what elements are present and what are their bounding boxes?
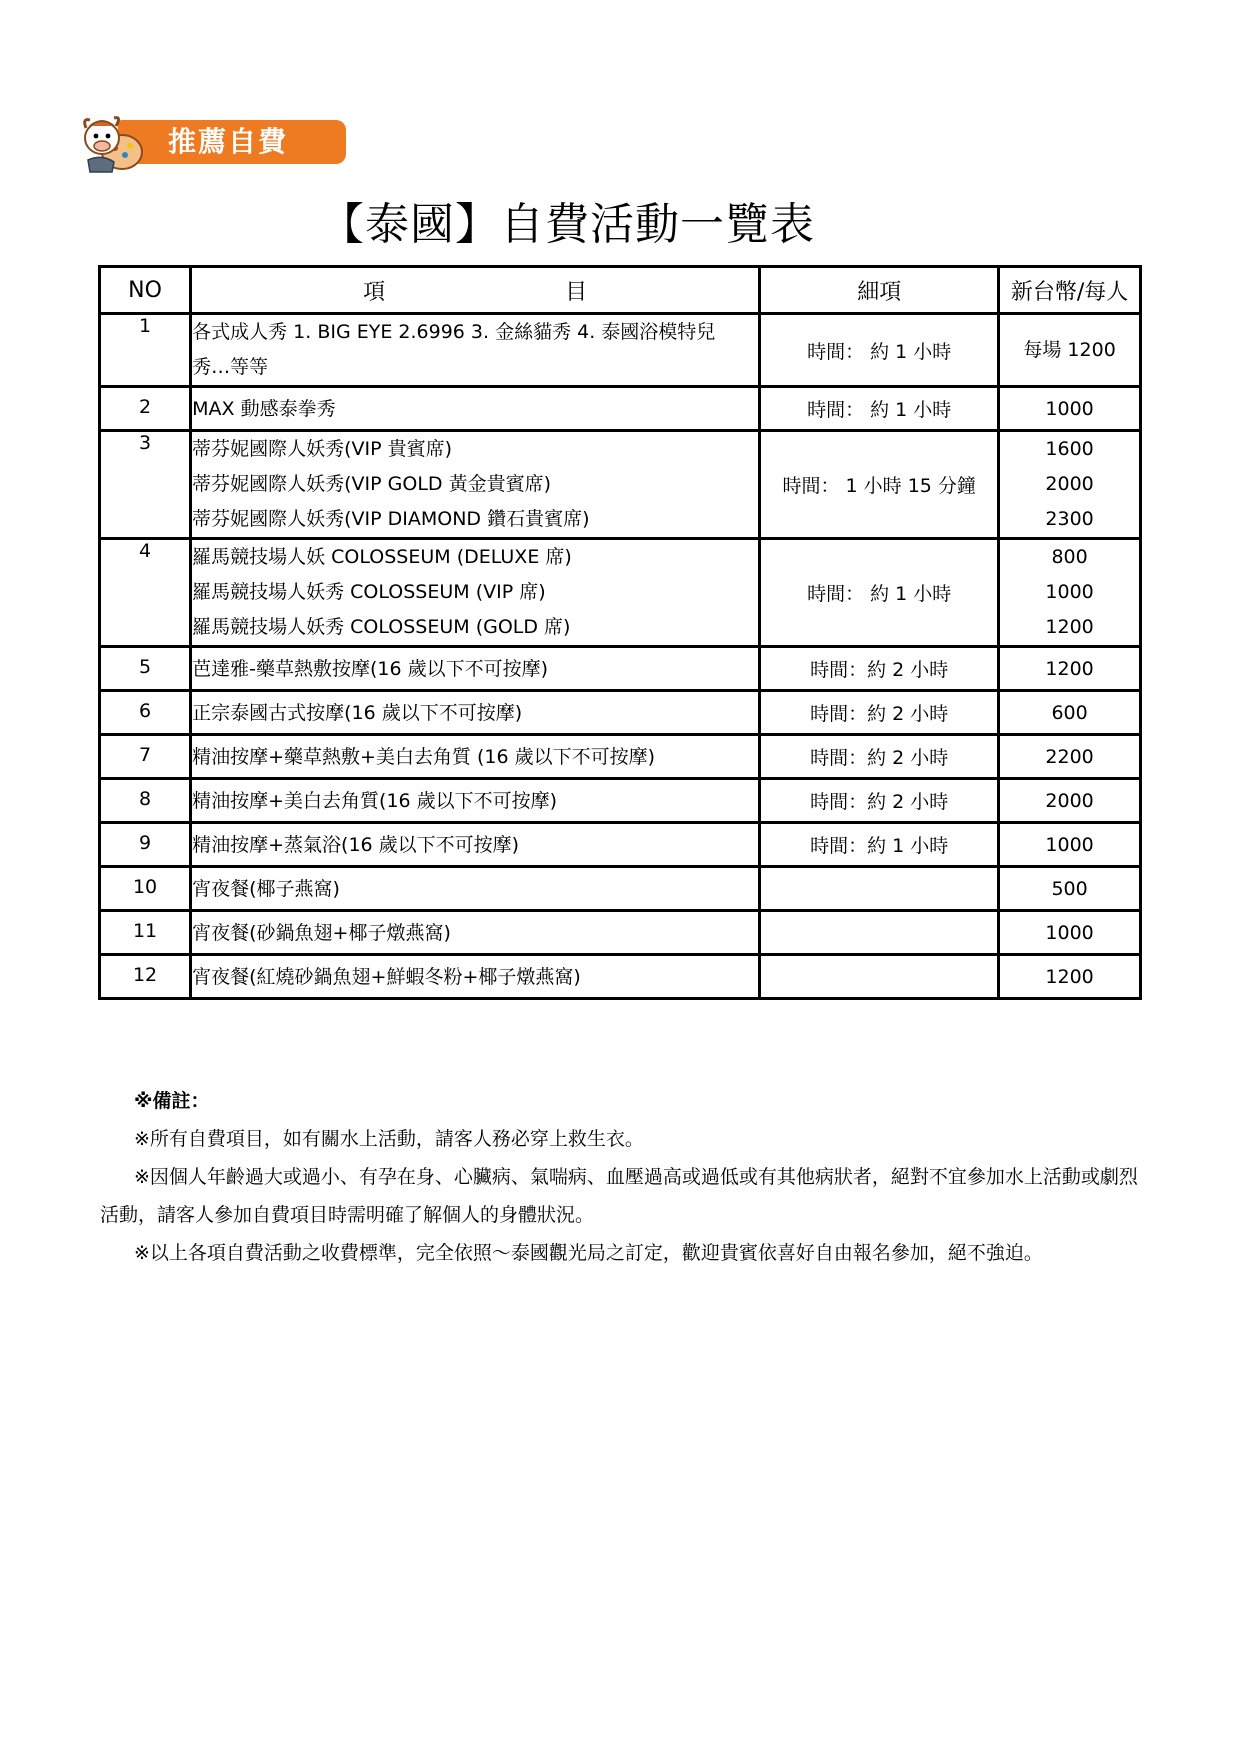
row-price bbox=[999, 955, 1141, 999]
row-item bbox=[191, 691, 760, 735]
row-detail: 時間：約 2 小時 bbox=[760, 735, 999, 779]
price-value: 每場 1200 bbox=[1023, 338, 1116, 361]
badge-label: 推薦自費 bbox=[168, 125, 289, 158]
header-item-right: 目 bbox=[565, 279, 588, 305]
header-item bbox=[191, 267, 760, 314]
table-header-row bbox=[100, 267, 1141, 314]
price-value: 2300 bbox=[1045, 508, 1094, 530]
row-number: 7 bbox=[100, 735, 191, 779]
row-number: 12 bbox=[100, 955, 191, 999]
item-line: 蒂芬妮國際人妖秀(VIP 貴賓席) bbox=[192, 438, 453, 460]
item-line: 正宗泰國古式按摩(16 歲以下不可按摩) bbox=[192, 702, 523, 724]
table-row bbox=[100, 539, 1141, 647]
row-price bbox=[999, 823, 1141, 867]
table-row bbox=[100, 387, 1141, 431]
row-item bbox=[191, 387, 760, 431]
table-row bbox=[100, 779, 1141, 823]
item-line: 精油按摩+藥草熱敷+美白去角質 (16 歲以下不可按摩) bbox=[192, 746, 656, 768]
section-badge bbox=[78, 110, 348, 176]
item-line: 各式成人秀 1. BIG EYE 2.6996 3. 金絲貓秀 4. 泰國浴模特兒 bbox=[192, 321, 716, 343]
row-price bbox=[999, 647, 1141, 691]
item-line: 宵夜餐(椰子燕窩) bbox=[192, 878, 340, 900]
row-item bbox=[191, 539, 760, 647]
row-number: 9 bbox=[100, 823, 191, 867]
row-price bbox=[999, 539, 1141, 647]
price-value: 1000 bbox=[1045, 834, 1094, 856]
row-detail: 時間：約 2 小時 bbox=[760, 691, 999, 735]
table-row bbox=[100, 647, 1141, 691]
header-detail: 細項 bbox=[760, 267, 999, 314]
row-item bbox=[191, 735, 760, 779]
item-line: 精油按摩+蒸氣浴(16 歲以下不可按摩) bbox=[192, 834, 520, 856]
row-price bbox=[999, 867, 1141, 911]
header-price: 新台幣/每人 bbox=[999, 267, 1141, 314]
notes-section bbox=[100, 1082, 1140, 1272]
note-item: ※以上各項自費活動之收費標準，完全依照～泰國觀光局之訂定，歡迎貴賓依喜好自由報名參加，絕不強迫。 bbox=[134, 1242, 1043, 1264]
row-number: 10 bbox=[100, 867, 191, 911]
row-detail bbox=[760, 955, 999, 999]
row-number: 5 bbox=[100, 647, 191, 691]
row-detail: 時間：約 1 小時 bbox=[760, 823, 999, 867]
row-price bbox=[999, 735, 1141, 779]
notes-title: ※備註： bbox=[134, 1090, 210, 1112]
row-item bbox=[191, 647, 760, 691]
price-value: 2000 bbox=[1045, 790, 1094, 812]
row-detail: 時間： 約 1 小時 bbox=[760, 314, 999, 387]
row-number: 2 bbox=[100, 387, 191, 431]
table-body bbox=[100, 314, 1141, 999]
item-line: 羅馬競技場人妖 COLOSSEUM (DELUXE 席) bbox=[192, 546, 572, 568]
item-line: 蒂芬妮國際人妖秀(VIP DIAMOND 鑽石貴賓席) bbox=[192, 508, 590, 530]
row-item bbox=[191, 823, 760, 867]
row-item bbox=[191, 779, 760, 823]
row-price bbox=[999, 314, 1141, 387]
table-row bbox=[100, 955, 1141, 999]
item-line: 蒂芬妮國際人妖秀(VIP GOLD 黃金貴賓席) bbox=[192, 473, 551, 495]
note-item: ※所有自費項目，如有關水上活動，請客人務必穿上救生衣。 bbox=[134, 1128, 644, 1150]
price-value: 1000 bbox=[1045, 922, 1094, 944]
item-line: 羅馬競技場人妖秀 COLOSSEUM (VIP 席) bbox=[192, 581, 546, 603]
row-detail: 時間：約 2 小時 bbox=[760, 647, 999, 691]
row-number: 8 bbox=[100, 779, 191, 823]
page-title: 【泰國】自費活動一覽表 bbox=[320, 199, 815, 250]
item-line: 宵夜餐(砂鍋魚翅+椰子燉燕窩) bbox=[192, 922, 451, 944]
row-number: 6 bbox=[100, 691, 191, 735]
item-line: 秀…等等 bbox=[192, 356, 269, 378]
row-item bbox=[191, 431, 760, 539]
row-price bbox=[999, 911, 1141, 955]
price-value: 600 bbox=[1051, 702, 1088, 724]
price-value: 800 bbox=[1051, 546, 1088, 568]
price-value: 1200 bbox=[1045, 966, 1094, 988]
row-item bbox=[191, 911, 760, 955]
table-row bbox=[100, 735, 1141, 779]
row-detail: 時間：約 2 小時 bbox=[760, 779, 999, 823]
price-value: 1000 bbox=[1045, 398, 1094, 420]
row-number: 11 bbox=[100, 911, 191, 955]
row-price bbox=[999, 431, 1141, 539]
table-row bbox=[100, 691, 1141, 735]
row-item bbox=[191, 867, 760, 911]
price-value: 1200 bbox=[1045, 616, 1094, 638]
cow-mascot-icon bbox=[78, 110, 144, 176]
note-item: ※因個人年齡過大或過小、有孕在身、心臟病、氣喘病、血壓過高或過低或有其他病狀者，絕對不宜參加水上活動或劇烈活動，請客人參加自費項目時需明確了解個人的身體狀況。 bbox=[100, 1166, 1138, 1226]
row-item bbox=[191, 314, 760, 387]
price-value: 2200 bbox=[1045, 746, 1094, 768]
row-item bbox=[191, 955, 760, 999]
header-no: NO bbox=[100, 267, 191, 314]
price-value: 2000 bbox=[1045, 473, 1094, 495]
item-line: 宵夜餐(紅燒砂鍋魚翅+鮮蝦冬粉+椰子燉燕窩) bbox=[192, 966, 581, 988]
row-detail bbox=[760, 911, 999, 955]
header-item-left: 項 bbox=[363, 279, 386, 305]
table-row bbox=[100, 431, 1141, 539]
row-price bbox=[999, 691, 1141, 735]
row-number: 1 bbox=[100, 314, 191, 387]
price-value: 1600 bbox=[1045, 438, 1094, 460]
row-number: 3 bbox=[100, 431, 191, 539]
row-detail bbox=[760, 867, 999, 911]
price-value: 500 bbox=[1051, 878, 1088, 900]
item-line: 羅馬競技場人妖秀 COLOSSEUM (GOLD 席) bbox=[192, 616, 571, 638]
item-line: MAX 動感泰拳秀 bbox=[192, 398, 336, 420]
item-line: 芭達雅-藥草熱敷按摩(16 歲以下不可按摩) bbox=[192, 658, 549, 680]
price-value: 1200 bbox=[1045, 658, 1094, 680]
table-row bbox=[100, 867, 1141, 911]
price-value: 1000 bbox=[1045, 581, 1094, 603]
table-row bbox=[100, 911, 1141, 955]
row-price bbox=[999, 387, 1141, 431]
fee-table bbox=[98, 265, 1142, 1000]
row-number: 4 bbox=[100, 539, 191, 647]
row-detail: 時間： 約 1 小時 bbox=[760, 539, 999, 647]
row-detail: 時間： 約 1 小時 bbox=[760, 387, 999, 431]
row-detail: 時間： 1 小時 15 分鐘 bbox=[760, 431, 999, 539]
item-line: 精油按摩+美白去角質(16 歲以下不可按摩) bbox=[192, 790, 558, 812]
row-price bbox=[999, 779, 1141, 823]
table-row bbox=[100, 823, 1141, 867]
table-row bbox=[100, 314, 1141, 387]
